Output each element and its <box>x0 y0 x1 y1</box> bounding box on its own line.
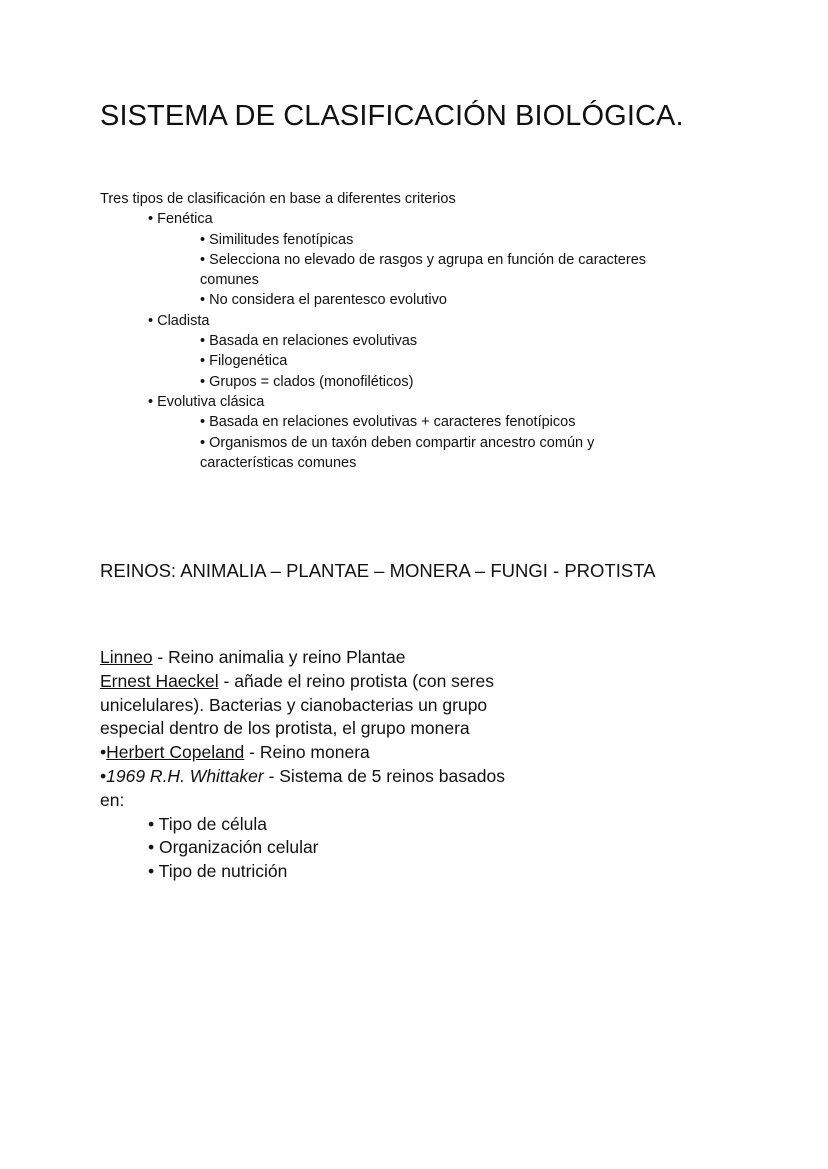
haeckel-entry <box>100 670 530 741</box>
reinos-heading: REINOS: ANIMALIA – PLANTAE – MONERA – FUNGI - PROTISTA <box>100 560 656 581</box>
list-item: • Tipo de célula <box>148 813 267 834</box>
list-item: • Tipo de nutrición <box>148 861 288 882</box>
bullet: • <box>100 765 107 786</box>
linneo-name: Linneo <box>100 647 153 667</box>
list-item: • Organismos de un taxón deben compartir ancestro común y características comunes <box>200 434 595 471</box>
list-item: • Similitudes fenotípicas <box>200 231 354 248</box>
linneo-entry <box>100 646 530 670</box>
list-item: • No considera el parentesco evolutivo <box>200 292 447 309</box>
list-item: • Basada en relaciones evolutivas <box>200 333 418 350</box>
linneo-text: - Reino animalia y reino Plantae <box>152 647 406 667</box>
list-item: • Grupos = clados (monofiléticos) <box>200 373 414 390</box>
copeland-text: - Reino monera <box>244 742 370 763</box>
type-fenetica: • Fenética <box>148 211 213 228</box>
haeckel-text: - añade el reino protista (con seres unicelulares). Bacterias y cianobacterias un grupo especial dentro de los protista, el grupo monera <box>100 670 494 739</box>
classification-section <box>100 189 740 473</box>
copeland-entry <box>100 741 530 765</box>
list-item: • Basada en relaciones evolutivas + caracteres fenotípicos <box>200 414 576 431</box>
classification-intro: Tres tipos de clasificación en base a diferentes criterios <box>100 191 456 207</box>
type-cladista: • Cladista <box>148 312 210 329</box>
list-item: • Filogenética <box>200 353 288 370</box>
list-item: • Selecciona no elevado de rasgos y agrupa en función de caracteres comunes <box>200 251 647 289</box>
page-title: SISTEMA DE CLASIFICACIÓN BIOLÓGICA. <box>100 100 684 132</box>
history-section <box>100 646 530 884</box>
whittaker-entry <box>100 765 530 813</box>
copeland-name: Herbert Copeland <box>106 742 245 763</box>
bullet: • <box>100 742 107 763</box>
type-evolutiva: • Evolutiva clásica <box>148 393 265 410</box>
whittaker-text: - Sistema de 5 reinos basados en: <box>100 765 505 810</box>
haeckel-name: Ernest Haeckel <box>100 670 219 691</box>
whittaker-name: 1969 R.H. Whittaker <box>106 765 264 786</box>
list-item: • Organización celular <box>148 837 319 858</box>
